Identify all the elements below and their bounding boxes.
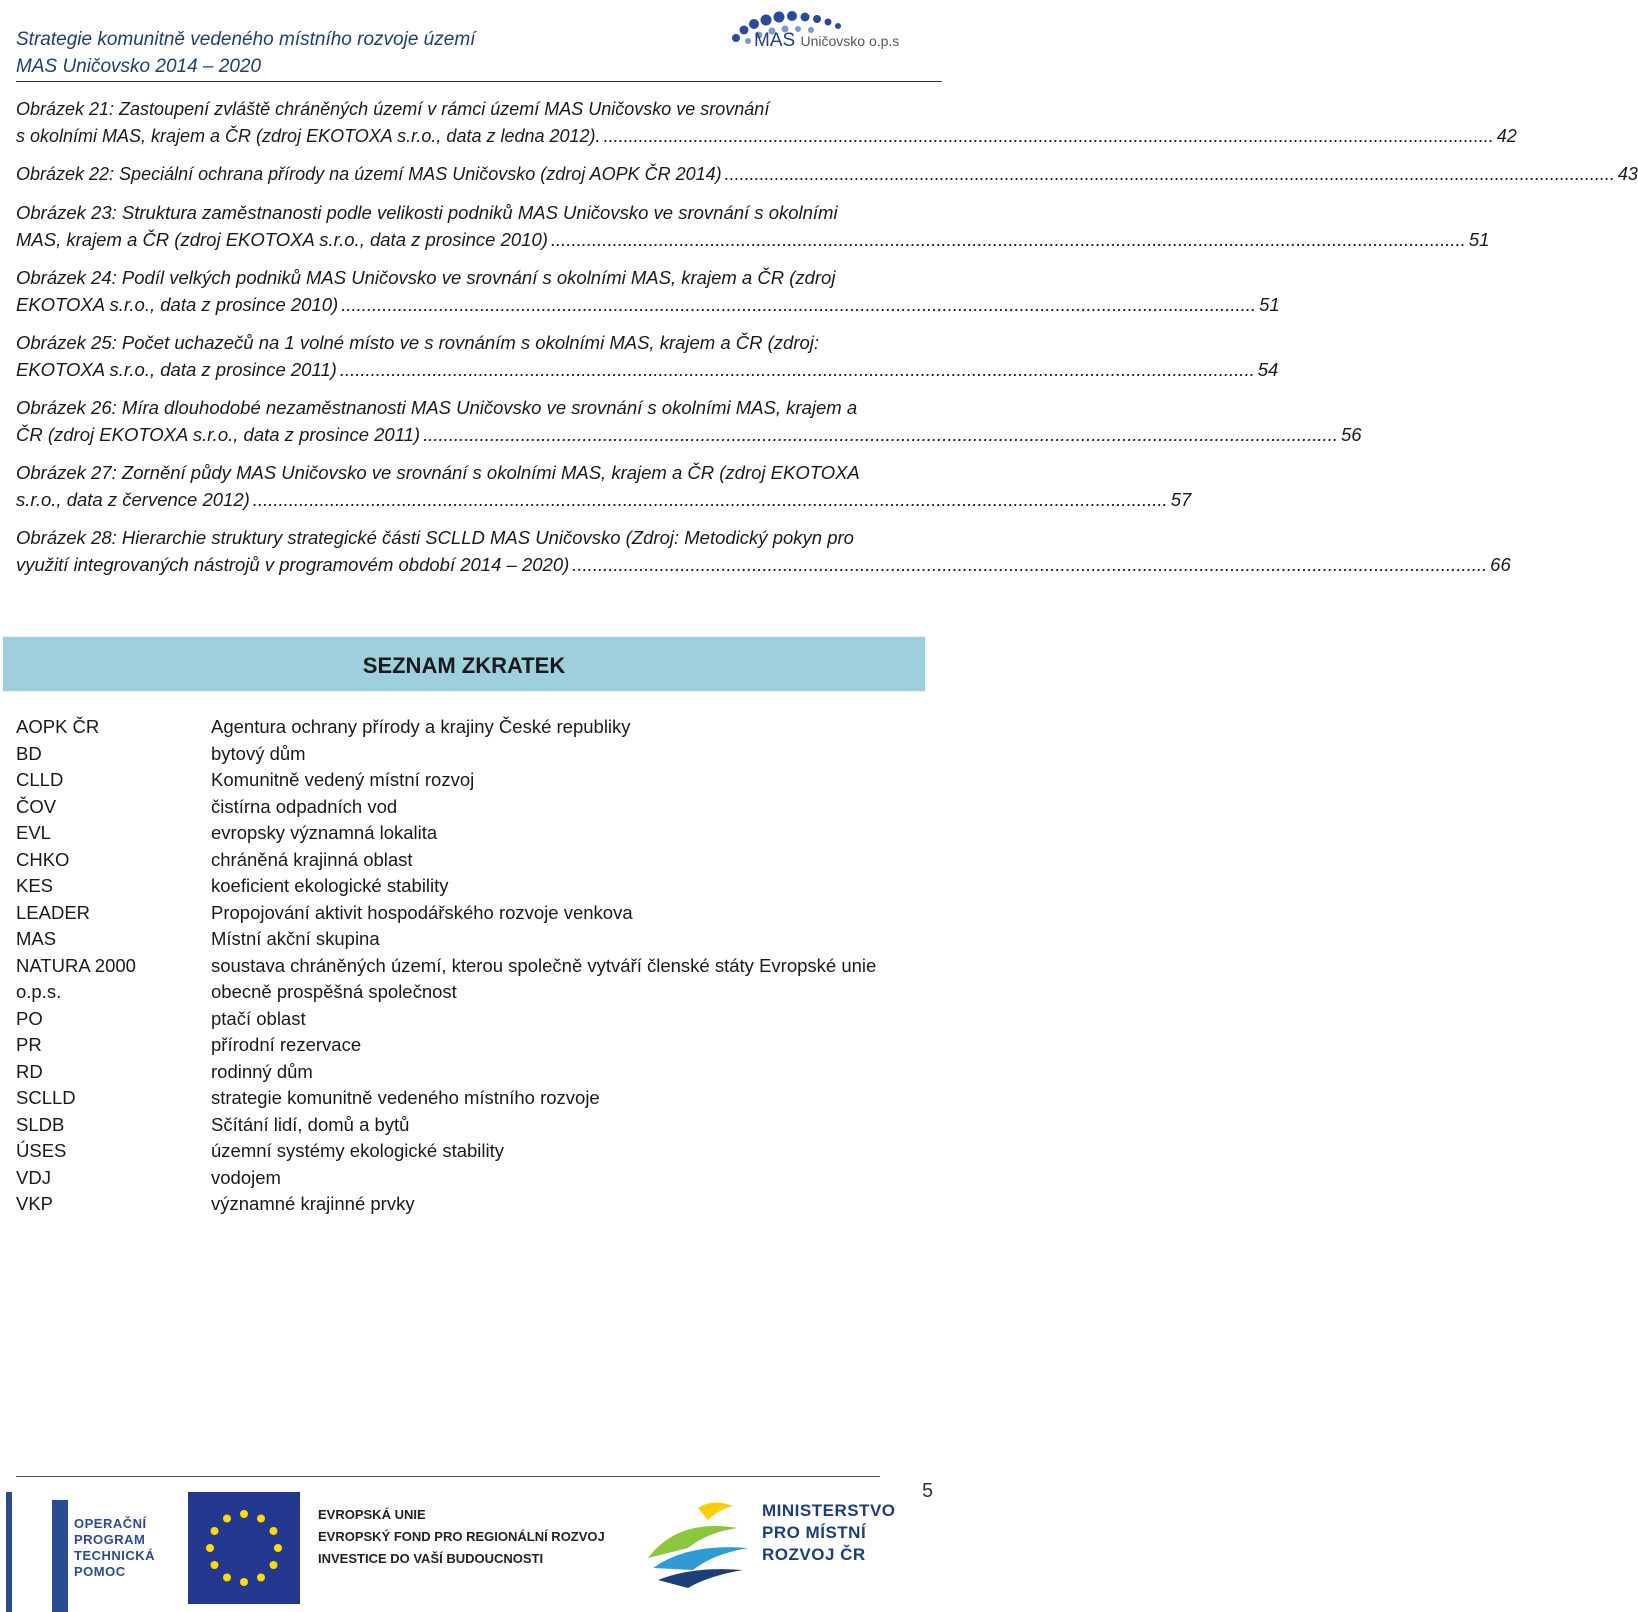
abbreviation: CHKO bbox=[16, 848, 70, 870]
toc-page-number: 66 bbox=[1490, 554, 1511, 575]
page-footer bbox=[0, 1482, 960, 1609]
toc-page-number: 42 bbox=[1496, 126, 1517, 146]
abbreviation: AOPK ČR bbox=[16, 716, 100, 737]
figure-list bbox=[16, 96, 1638, 589]
abbreviation-definition: strategie komunitně vedeného místního rozvoje bbox=[211, 1087, 600, 1108]
eu-flag-icon bbox=[188, 1492, 300, 1604]
abbreviation: VDJ bbox=[16, 1166, 51, 1188]
toc-entry[interactable] bbox=[16, 394, 1362, 448]
toc-entry-text: Obrázek 21: Zastoupení zvláště chráněných území v rámci území MAS Uničovsko ve srovnání bbox=[16, 99, 770, 119]
toc-page-number: 51 bbox=[1468, 229, 1490, 250]
toc-entry[interactable] bbox=[16, 329, 1279, 383]
ministry-text bbox=[762, 1500, 896, 1566]
abbreviation-row bbox=[16, 847, 916, 874]
abbreviation: MAS bbox=[16, 928, 57, 949]
toc-leader: .................................................................................................................................................................................. bbox=[603, 126, 1494, 146]
eu-fund-text bbox=[318, 1504, 605, 1570]
abbreviation-definition: evropsky významná lokalita bbox=[211, 822, 438, 843]
ministry-text-line: MINISTERSTVO bbox=[762, 1501, 896, 1520]
op-logo-stripe-icon bbox=[52, 1500, 68, 1612]
abbreviation-row bbox=[16, 1059, 916, 1086]
mas-logo-name: Uničovsko o.p.s bbox=[800, 33, 900, 49]
toc-page-number: 51 bbox=[1259, 294, 1280, 315]
abbreviation: ÚSES bbox=[16, 1140, 67, 1161]
toc-entry[interactable] bbox=[16, 161, 1638, 188]
op-technical-assistance-logo bbox=[0, 1490, 180, 1610]
abbreviation-definition: obecně prospěšná společnost bbox=[211, 981, 457, 1002]
toc-page-number: 43 bbox=[1617, 164, 1638, 184]
ministry-text-line: PRO MÍSTNÍ bbox=[762, 1523, 867, 1542]
toc-page-number: 54 bbox=[1257, 359, 1279, 380]
abbreviation-row bbox=[16, 1165, 916, 1192]
abbreviation-row bbox=[16, 1032, 916, 1059]
toc-entry-text: MAS, krajem a ČR (zdroj EKOTOXA s.r.o., data z prosince 2010) bbox=[16, 229, 548, 250]
abbreviation-definition: Místní akční skupina bbox=[211, 928, 380, 949]
eu-text-line: INVESTICE DO VAŠÍ BUDOUCNOSTI bbox=[318, 1551, 544, 1566]
abbreviation: KES bbox=[16, 875, 54, 896]
toc-entry[interactable] bbox=[16, 96, 1517, 150]
abbreviation-row bbox=[16, 900, 916, 927]
abbreviation-row bbox=[16, 1191, 916, 1218]
eu-text-line: EVROPSKÝ FOND PRO REGIONÁLNÍ ROZVOJ bbox=[318, 1529, 605, 1544]
op-logo-line: TECHNICKÁ bbox=[74, 1548, 156, 1563]
abbreviation: VKP bbox=[16, 1193, 54, 1214]
abbreviation: LEADER bbox=[16, 901, 91, 923]
abbreviation-row bbox=[16, 741, 916, 768]
footer-divider bbox=[16, 1476, 880, 1477]
section-heading: SEZNAM ZKRATEK bbox=[362, 653, 566, 678]
toc-leader: .................................................................................................................................................................................. bbox=[550, 229, 1466, 250]
abbreviation: PO bbox=[16, 1007, 43, 1029]
abbreviation-row bbox=[16, 794, 916, 821]
abbreviation-definition: rodinný dům bbox=[211, 1060, 313, 1082]
toc-leader: .................................................................................................................................................................................. bbox=[724, 164, 1615, 184]
abbreviation-definition: vodojem bbox=[211, 1166, 281, 1188]
toc-leader: .................................................................................................................................................................................. bbox=[423, 424, 1338, 445]
abbreviation-definition: Komunitně vedený místní rozvoj bbox=[211, 769, 475, 790]
abbreviation-definition: významné krajinné prvky bbox=[211, 1193, 415, 1214]
toc-entry-text: Obrázek 26: Míra dlouhodobé nezaměstnanosti MAS Uničovsko ve srovnání s okolními MAS, krajem a bbox=[16, 397, 858, 418]
abbreviation: NATURA 2000 bbox=[16, 954, 136, 976]
mas-logo-brand: MAS bbox=[754, 30, 796, 51]
toc-entry-text: s okolními MAS, krajem a ČR (zdroj EKOTOXA s.r.o., data z ledna 2012). bbox=[16, 126, 601, 146]
abbreviation-row bbox=[16, 714, 916, 741]
toc-entry[interactable] bbox=[16, 199, 1490, 253]
abbreviation-definition: Propojování aktivit hospodářského rozvoje venkova bbox=[211, 901, 633, 923]
abbreviation-definition: přírodní rezervace bbox=[211, 1034, 362, 1055]
toc-entry-text: Obrázek 22: Speciální ochrana přírody na území MAS Uničovsko (zdroj AOPK ČR 2014) bbox=[16, 164, 722, 184]
toc-entry-text: Obrázek 27: Zornění půdy MAS Uničovsko ve srovnání s okolními MAS, krajem a ČR (zdroj EKOTOXA bbox=[16, 462, 860, 483]
toc-leader: .................................................................................................................................................................................. bbox=[339, 359, 1255, 380]
abbreviation-row bbox=[16, 926, 916, 953]
abbreviation-row bbox=[16, 1085, 916, 1112]
abbreviation-definition: územní systémy ekologické stability bbox=[211, 1140, 505, 1161]
abbreviation-definition: koeficient ekologické stability bbox=[211, 875, 449, 896]
toc-leader: .................................................................................................................................................................................. bbox=[341, 294, 1257, 315]
abbreviation: o.p.s. bbox=[16, 981, 62, 1002]
mas-logo bbox=[728, 8, 948, 72]
document-title-line2: MAS Uničovsko 2014 – 2020 bbox=[16, 56, 262, 77]
abbreviation: CLLD bbox=[16, 769, 64, 790]
op-logo-line: PROGRAM bbox=[74, 1532, 146, 1547]
toc-entry-text: Obrázek 23: Struktura zaměstnanosti podle velikosti podniků MAS Uničovsko ve srovnání s okolními bbox=[16, 202, 838, 223]
abbreviation: SCLLD bbox=[16, 1087, 76, 1108]
ministry-text-line: ROZVOJ ČR bbox=[762, 1545, 866, 1564]
toc-entry-text: EKOTOXA s.r.o., data z prosince 2010) bbox=[16, 294, 339, 315]
toc-entry[interactable] bbox=[16, 264, 1280, 318]
op-logo-text bbox=[74, 1516, 155, 1580]
toc-leader: .................................................................................................................................................................................. bbox=[252, 489, 1168, 510]
toc-page-number: 56 bbox=[1340, 424, 1362, 445]
abbreviation-definition: bytový dům bbox=[211, 742, 306, 764]
toc-leader: .................................................................................................................................................................................. bbox=[572, 554, 1488, 575]
abbreviation-row bbox=[16, 767, 916, 794]
ministry-logo-icon bbox=[638, 1488, 758, 1606]
op-logo-bar-icon bbox=[6, 1492, 12, 1612]
abbreviation-row bbox=[16, 1112, 916, 1139]
section-heading-banner bbox=[3, 636, 925, 692]
toc-entry-text: využití integrovaných nástrojů v programovém období 2014 – 2020) bbox=[16, 554, 570, 575]
toc-entry[interactable] bbox=[16, 459, 1192, 513]
abbreviation: SLDB bbox=[16, 1113, 65, 1135]
toc-entry-text: s.r.o., data z července 2012) bbox=[16, 489, 250, 510]
abbreviation-row bbox=[16, 1138, 916, 1165]
abbreviation: BD bbox=[16, 742, 42, 764]
toc-entry-text: Obrázek 25: Počet uchazečů na 1 volné místo ve s rovnáním s okolními MAS, krajem a ČR (zdroj: bbox=[16, 332, 820, 353]
abbreviation-row bbox=[16, 953, 916, 980]
abbreviation-definition: chráněná krajinná oblast bbox=[211, 848, 413, 870]
document-title bbox=[16, 26, 475, 80]
abbreviation: RD bbox=[16, 1060, 43, 1082]
mas-logo-text bbox=[754, 30, 899, 52]
toc-entry-text: Obrázek 24: Podíl velkých podniků MAS Uničovsko ve srovnání s okolními MAS, krajem a ČR (zdroj bbox=[16, 267, 836, 288]
abbreviation-list bbox=[16, 714, 916, 1218]
abbreviation-row bbox=[16, 979, 916, 1006]
toc-entry[interactable] bbox=[16, 524, 1511, 578]
document-title-line1: Strategie komunitně vedeného místního rozvoje území bbox=[16, 29, 476, 50]
page-header bbox=[0, 0, 960, 84]
abbreviation-row bbox=[16, 873, 916, 900]
abbreviation: EVL bbox=[16, 822, 51, 843]
page-number: 5 bbox=[922, 1480, 934, 1502]
abbreviation-definition: čistírna odpadních vod bbox=[211, 795, 398, 817]
toc-entry-text: Obrázek 28: Hierarchie struktury strategické části SCLLD MAS Uničovsko (Zdroj: Metodický pokyn pro bbox=[16, 527, 854, 548]
toc-page-number: 57 bbox=[1170, 489, 1192, 510]
abbreviation-definition: soustava chráněných území, kterou společně vytváří členské státy Evropské unie bbox=[211, 954, 877, 976]
abbreviation-definition: Agentura ochrany přírody a krajiny České republiky bbox=[211, 716, 631, 737]
abbreviation-definition: Sčítání lidí, domů a bytů bbox=[211, 1113, 410, 1135]
abbreviation-definition: ptačí oblast bbox=[211, 1007, 306, 1029]
toc-entry-text: ČR (zdroj EKOTOXA s.r.o., data z prosince 2011) bbox=[16, 424, 421, 445]
op-logo-line: OPERAČNÍ bbox=[74, 1516, 147, 1531]
abbreviation-row bbox=[16, 820, 916, 847]
header-divider bbox=[16, 81, 942, 82]
toc-entry-text: EKOTOXA s.r.o., data z prosince 2011) bbox=[16, 359, 337, 380]
abbreviation: ČOV bbox=[16, 795, 57, 817]
eu-text-line: EVROPSKÁ UNIE bbox=[318, 1507, 426, 1522]
op-logo-line: POMOC bbox=[74, 1564, 126, 1579]
abbreviation-row bbox=[16, 1006, 916, 1033]
abbreviation: PR bbox=[16, 1034, 42, 1055]
